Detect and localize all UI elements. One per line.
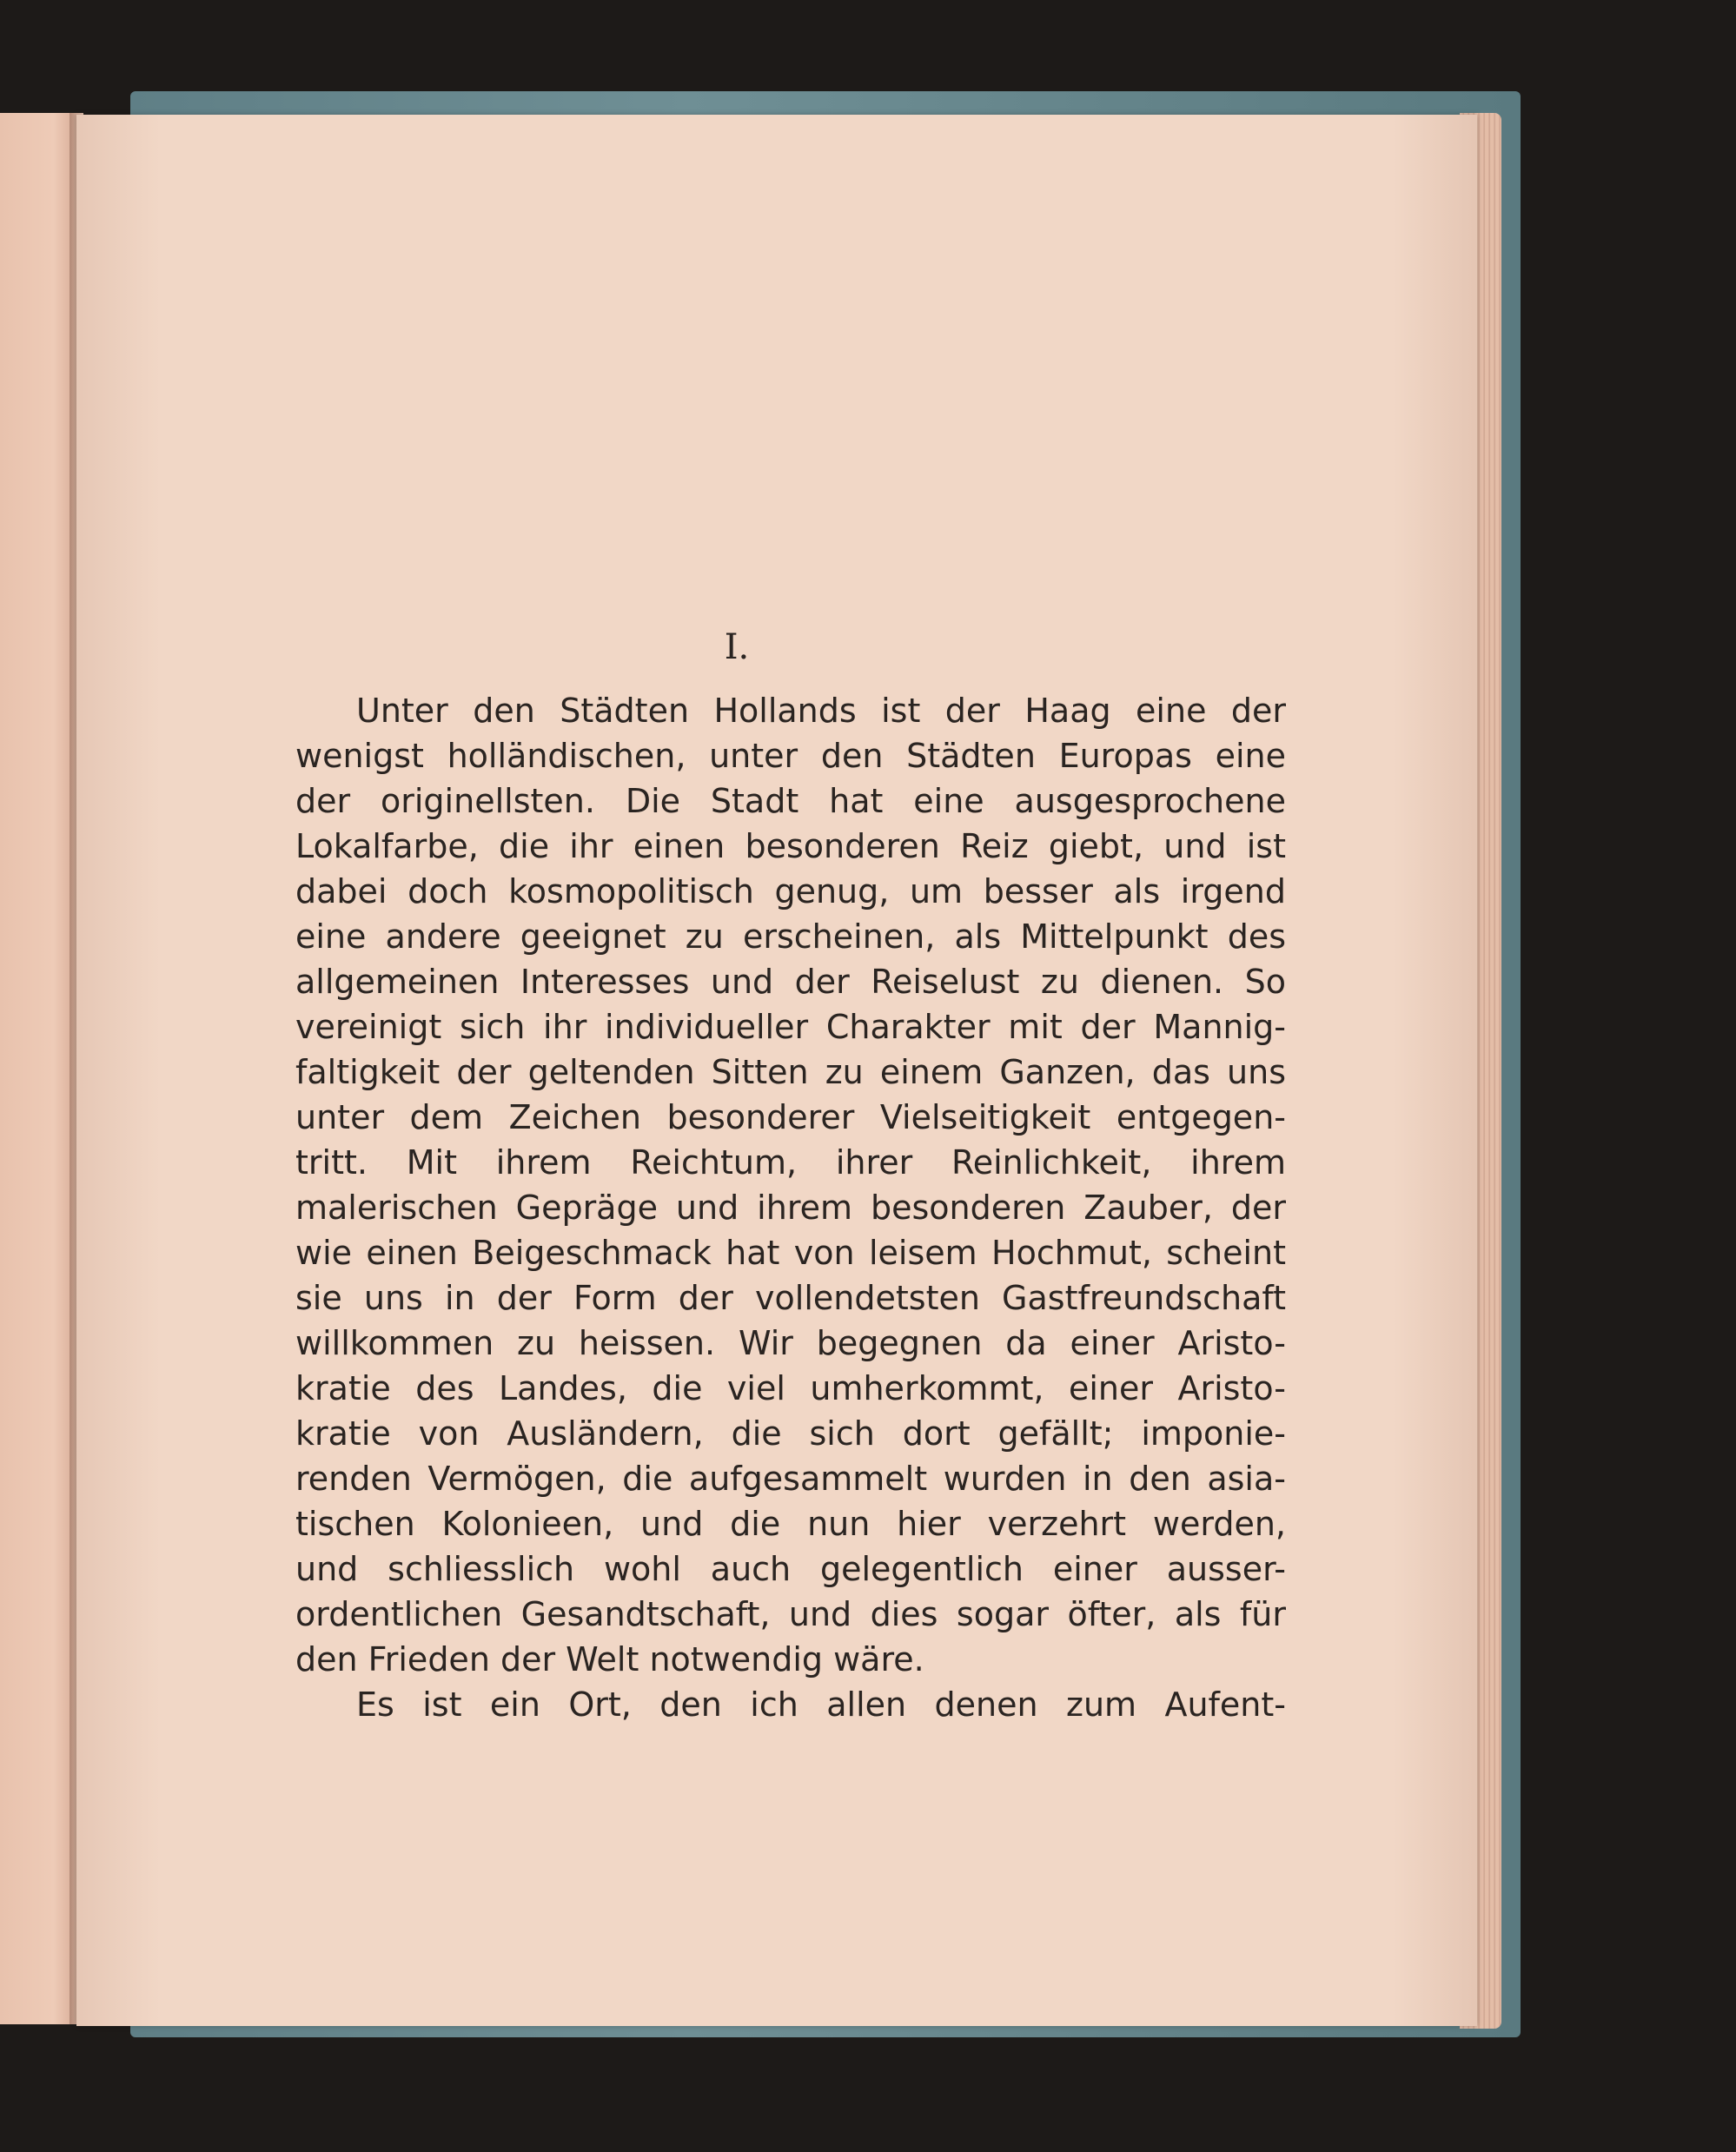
body-text <box>295 688 1286 1727</box>
text-line: den Frieden der Welt notwendig wäre. <box>295 1640 924 1679</box>
text-line: tischen Kolonieen, und die nun hier verzehrt werden, <box>295 1505 1286 1543</box>
book-page <box>76 115 1477 2026</box>
text-line: der originellsten. Die Stadt hat eine ausgesprochene <box>295 782 1286 820</box>
text-line: kratie von Ausländern, die sich dort gefällt; imponie- <box>295 1414 1286 1453</box>
chapter-number: I. <box>724 627 750 667</box>
text-line: dabei doch kosmopolitisch genug, um besser als irgend <box>295 872 1286 910</box>
text-line: Lokalfarbe, die ihr einen besonderen Reiz giebt, und ist <box>295 827 1286 865</box>
text-line: Unter den Städten Hollands ist der Haag eine der <box>356 692 1286 730</box>
text-line: faltigkeit der geltenden Sitten zu einem Ganzen, das uns <box>295 1053 1286 1091</box>
text-line: tritt. Mit ihrem Reichtum, ihrer Reinlichkeit, ihrem <box>295 1143 1286 1182</box>
text-line: vereinigt sich ihr individueller Charakter mit der Mannig- <box>295 1008 1286 1046</box>
text-line: willkommen zu heissen. Wir begegnen da einer Aristo- <box>295 1324 1286 1362</box>
text-line: renden Vermögen, die aufgesammelt wurden in den asia- <box>295 1460 1286 1498</box>
text-line: Es ist ein Ort, den ich allen denen zum Aufent- <box>356 1685 1286 1724</box>
text-line: unter dem Zeichen besonderer Vielseitigkeit entgegen- <box>295 1098 1286 1136</box>
text-line: malerischen Gepräge und ihrem besonderen Zauber, der <box>295 1189 1286 1227</box>
text-line: sie uns in der Form der vollendetsten Gastfreundschaft <box>295 1279 1286 1317</box>
text-line: kratie des Landes, die viel umherkommt, einer Aristo- <box>295 1369 1286 1407</box>
text-line: wie einen Beigeschmack hat von leisem Hochmut, scheint <box>295 1234 1286 1272</box>
left-page-edge <box>0 113 76 2024</box>
text-line: allgemeinen Interesses und der Reiselust zu dienen. So <box>295 963 1286 1001</box>
text-line: und schliesslich wohl auch gelegentlich einer ausser- <box>295 1550 1286 1588</box>
text-line: eine andere geeignet zu erscheinen, als Mittelpunkt des <box>295 917 1286 956</box>
text-line: wenigst holländischen, unter den Städten Europas eine <box>295 737 1286 775</box>
text-line: ordentlichen Gesandtschaft, und dies sogar öfter, als für <box>295 1595 1286 1633</box>
